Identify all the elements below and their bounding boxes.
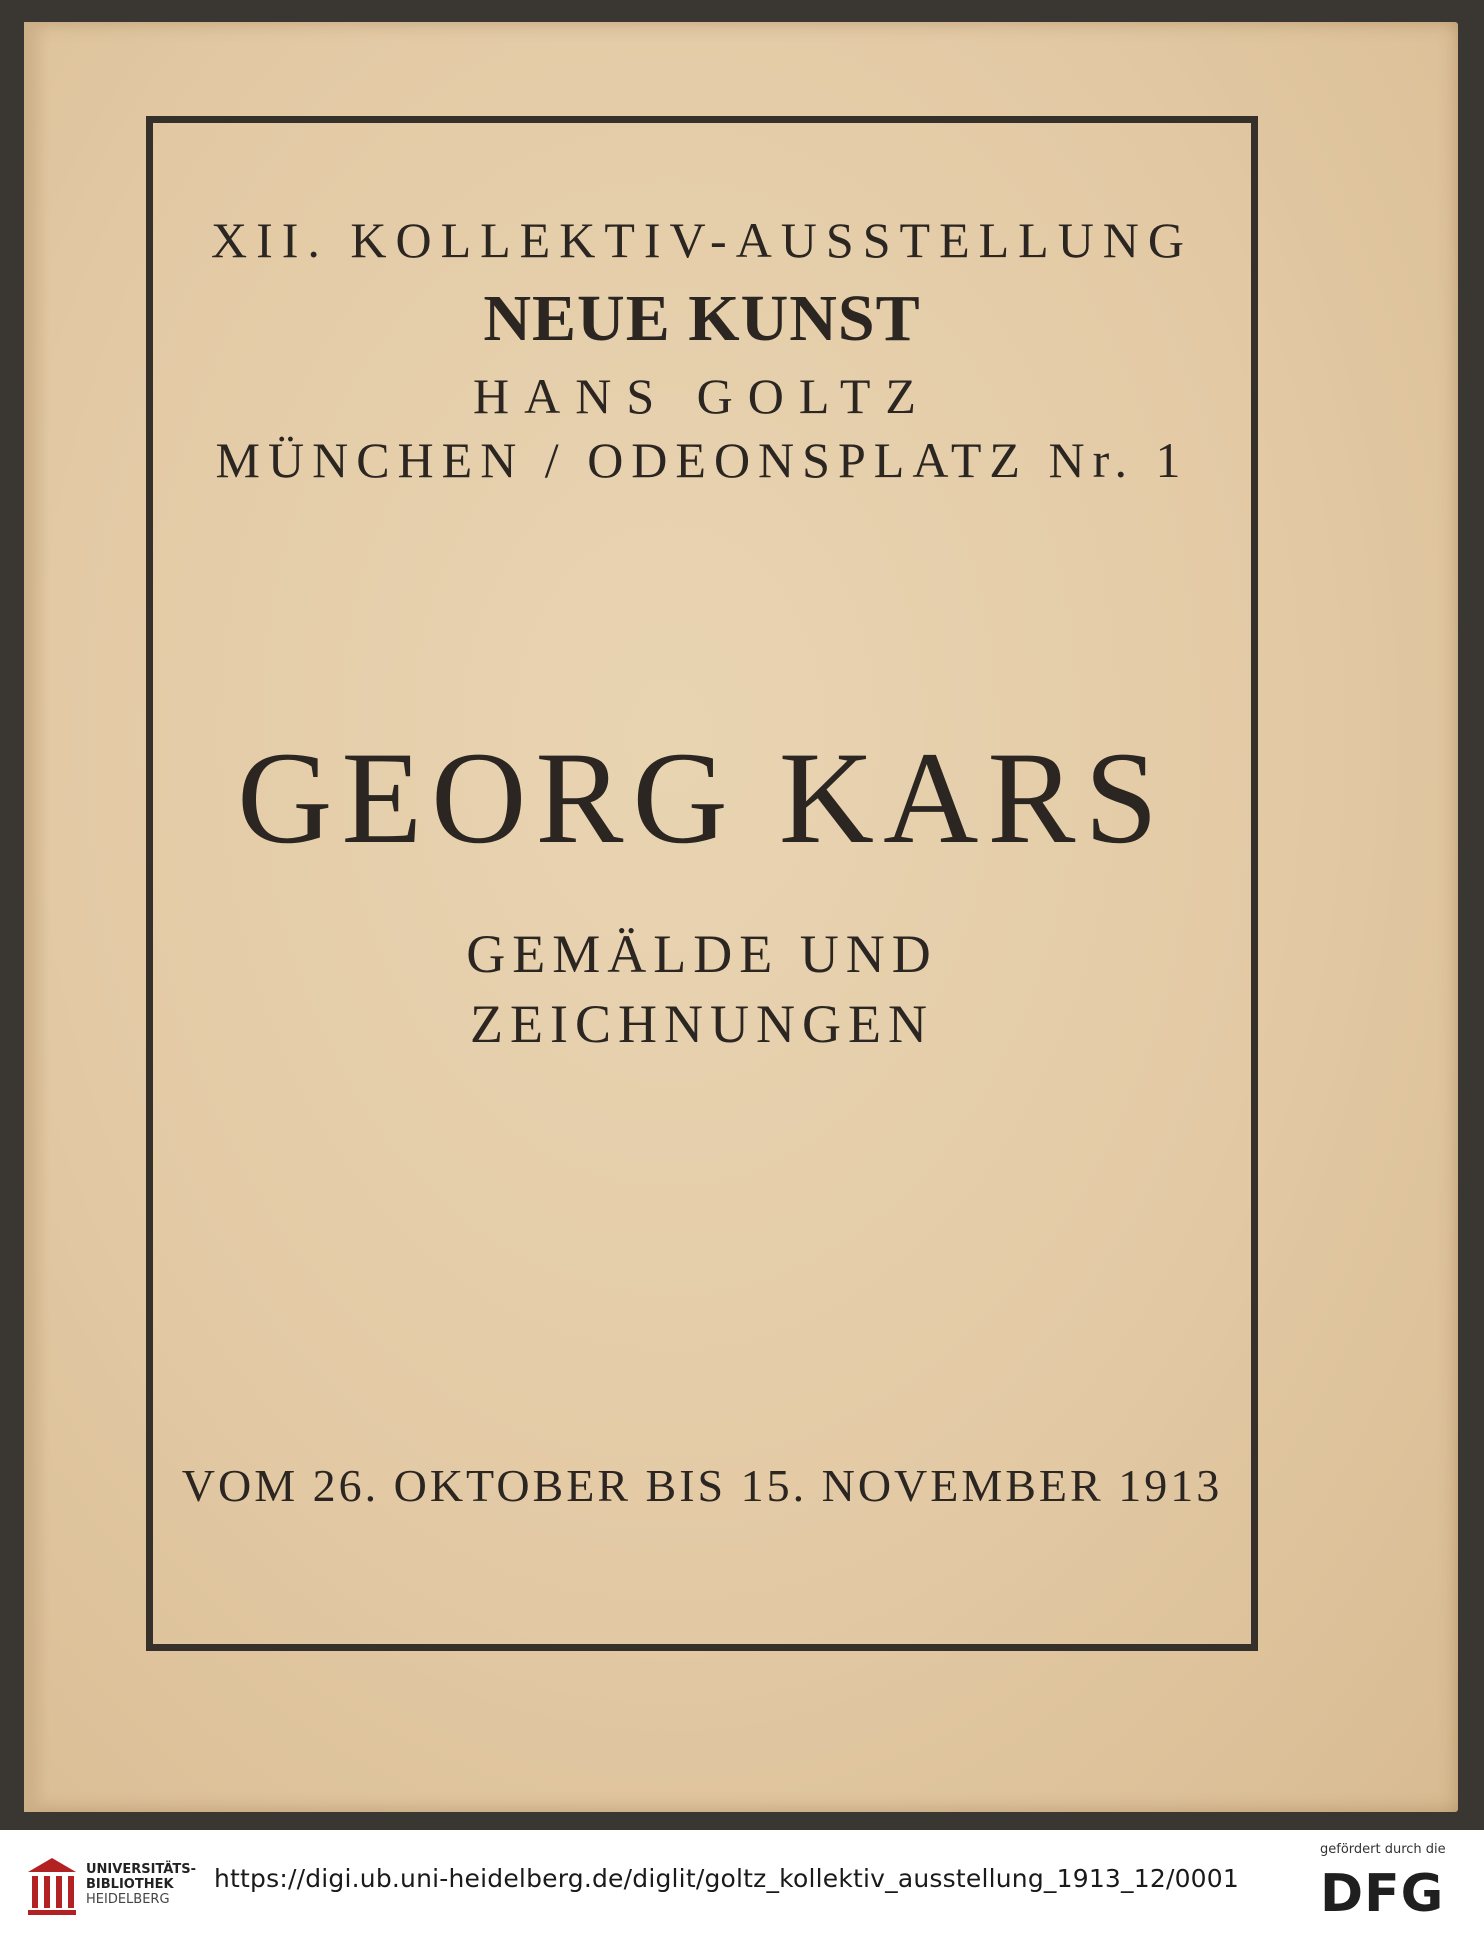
library-logo-icon[interactable] — [22, 1854, 82, 1920]
gallery-title: NEUE KUNST — [483, 282, 921, 355]
artist-name: GEORG KARS — [237, 724, 1167, 871]
exhibition-number: XII. KOLLEKTIV-AUSSTELLUNG — [210, 212, 1194, 268]
subtitle-line-1: GEMÄLDE UND — [466, 924, 938, 984]
viewer-footer — [0, 1830, 1484, 1943]
subtitle-line-2: ZEICHNUNGEN — [470, 994, 934, 1054]
funded-by-label: gefördert durch die — [1320, 1842, 1446, 1857]
permalink-url[interactable]: https://digi.ub.uni-heidelberg.de/diglit/goltz_kollektiv_ausstellung_1913_12/0001 — [214, 1864, 1239, 1893]
library-name-line-1: UNIVERSITÄTS- — [86, 1862, 196, 1877]
cover-border-frame — [146, 116, 1258, 1651]
library-name-line-2: BIBLIOTHEK — [86, 1877, 174, 1892]
gallery-address: MÜNCHEN / ODEONSPLATZ Nr. 1 — [215, 432, 1189, 488]
dfg-logo[interactable]: DFG — [1320, 1864, 1445, 1924]
library-name[interactable] — [86, 1862, 196, 1907]
exhibition-dates: VOM 26. OKTOBER BIS 15. NOVEMBER 1913 — [181, 1460, 1223, 1511]
gallery-owner: HANS GOLTZ — [473, 368, 931, 424]
library-name-line-3: HEIDELBERG — [86, 1892, 170, 1907]
page-edge-shadow — [24, 22, 50, 1812]
